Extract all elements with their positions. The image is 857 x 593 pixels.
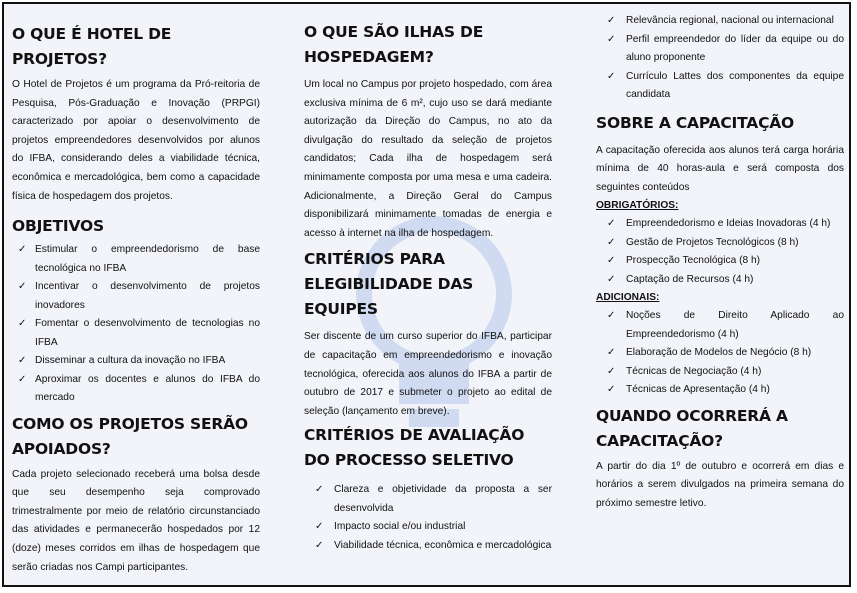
check-icon: ✓	[607, 236, 616, 248]
list-item: ✓ Relevância regional, nacional ou internacional	[596, 12, 844, 31]
list-item: ✓ Elaboração de Modelos de Negócio (8 h)	[596, 344, 844, 363]
check-icon: ✓	[607, 218, 616, 230]
list-item: ✓ Técnicas de Apresentação (4 h)	[596, 381, 844, 400]
list-item: ✓ Captação de Recursos (4 h)	[596, 271, 844, 290]
check-icon: ✓	[315, 521, 324, 533]
list-item: ✓ Gestão de Projetos Tecnológicos (8 h)	[596, 234, 844, 253]
section-title-objetivos: OBJETIVOS	[12, 217, 104, 236]
obrigatorios-label: OBRIGATÓRIOS:	[596, 200, 679, 212]
list-item: ✓ Perfil empreendedor do líder da equipe ou do aluno proponente	[596, 31, 844, 68]
list-item: ✓ Viabilidade técnica, econômica e mercadológica	[304, 537, 552, 556]
section-text-hotel: O Hotel de Projetos é um programa da Pró-reitoria de Pesquisa, Pós-Graduação e Inovação (PRPGI) caracterizado por apoiar o desenvolvimento de projetos empreendedores desenvolvidos por alunos do IFBA, considerando deles a viabilidade técnica, econômica e mercadológica, bem como a capacidade física de hospedagem dos projetos.	[12, 79, 260, 202]
check-icon: ✓	[315, 484, 324, 496]
check-icon: ✓	[18, 373, 27, 385]
check-icon: ✓	[607, 310, 616, 322]
section-title-avaliacao: CRITÉRIOS DE AVALIAÇÃO DO PROCESSO SELETIVO	[304, 426, 525, 470]
section-title-capacitacao: SOBRE A CAPACITAÇÃO	[596, 113, 795, 132]
list-item: ✓ Clareza e objetividade da proposta a ser desenvolvida	[304, 481, 552, 518]
check-icon: ✓	[607, 255, 616, 267]
column-1	[12, 4, 260, 577]
column-3	[596, 4, 844, 514]
check-icon: ✓	[315, 539, 324, 551]
list-item: ✓ Fomentar o desenvolvimento de tecnologias no IFBA	[12, 315, 260, 352]
obrigatorios-list	[596, 215, 844, 289]
check-icon: ✓	[18, 281, 27, 293]
list-item: ✓ Estimular o empreendedorismo de base tecnológica no IFBA	[12, 241, 260, 278]
section-title-ilhas: O QUE SÃO ILHAS DE HOSPEDAGEM?	[304, 23, 484, 66]
objetivos-list	[12, 241, 260, 408]
check-icon: ✓	[607, 384, 616, 396]
list-item: ✓ Aproximar os docentes e alunos do IFBA do mercado	[12, 371, 260, 408]
check-icon: ✓	[607, 273, 616, 285]
check-icon: ✓	[607, 70, 616, 82]
section-title-hotel: O QUE É HOTEL DE PROJETOS?	[12, 25, 172, 68]
check-icon: ✓	[18, 318, 27, 330]
list-item: ✓ Incentivar o desenvolvimento de projetos inovadores	[12, 278, 260, 315]
check-icon: ✓	[18, 355, 27, 367]
list-item: ✓ Empreendedorismo e Ideias Inovadoras (4 h)	[596, 215, 844, 234]
section-text-ilhas: Um local no Campus por projeto hospedado, com área exclusiva mínima de 6 m², cujo uso se dará mediante autorização da Direção do Campus, no ato da divulgação do resultado da seleção de projetos candidatos; Cada ilha de hospedagem será minimamente composta por uma mesa e uma cadeira. Adicionalmente, a Direção Geral do Campus disponibilizará minimamente tomadas de energia e acesso à internet na ilha de hospedagem.	[304, 79, 552, 239]
brochure-page	[2, 2, 851, 587]
list-item: ✓ Técnicas de Negociação (4 h)	[596, 363, 844, 382]
check-icon: ✓	[18, 244, 27, 256]
section-text-capacitacao: A capacitação oferecida aos alunos terá carga horária mínima de 40 horas-aula e será composta dos seguintes conteúdos	[596, 144, 844, 193]
list-item: ✓ Impacto social e/ou industrial	[304, 518, 552, 537]
section-text-elegibilidade: Ser discente de um curso superior do IFBA, participar de capacitação em empreendedorismo e inovação tecnológica, oferecida aos alunos do IFBA a partir de outubro de 2017 e submeter o projeto ao edital de seleção (lançamento em breve).	[304, 331, 552, 417]
check-icon: ✓	[607, 347, 616, 359]
column-2	[304, 4, 552, 555]
section-title-quando: QUANDO OCORRERÁ A CAPACITAÇÃO?	[596, 406, 788, 450]
criterios-list	[304, 481, 552, 555]
section-text-apoio: Cada projeto selecionado receberá uma bolsa desde que seu desempenho seja comprovado trimestralmente por meio de relatório circunstanciado das atividades e permanecerão hospedados por 12 (doze) meses corridos em ilhas de hospedagem que serão criadas nos Campi participantes.	[12, 468, 260, 573]
adicionais-list	[596, 307, 844, 400]
section-title-apoio: COMO OS PROJETOS SERÃO APOIADOS?	[12, 414, 248, 458]
check-icon: ✓	[607, 33, 616, 45]
list-item: ✓ Disseminar a cultura da inovação no IFBA	[12, 352, 260, 371]
list-item: ✓ Prospecção Tecnológica (8 h)	[596, 252, 844, 271]
adicionais-label: ADICIONAIS:	[596, 292, 660, 304]
check-icon: ✓	[607, 365, 616, 377]
section-title-elegibilidade: CRITÉRIOS PARA ELEGIBILIDADE DAS EQUIPES	[304, 250, 474, 319]
criterios-list-continued	[596, 12, 844, 105]
list-item: ✓ Currículo Lattes dos componentes da equipe candidata	[596, 68, 844, 105]
list-item: ✓ Noções de Direito Aplicado ao Empreendedorismo (4 h)	[596, 307, 844, 344]
check-icon: ✓	[607, 15, 616, 26]
section-text-quando: A partir do dia 1º de outubro e ocorrerá em dias e horários a serem divulgados na primeira semana do próximo semestre letivo.	[596, 460, 844, 509]
